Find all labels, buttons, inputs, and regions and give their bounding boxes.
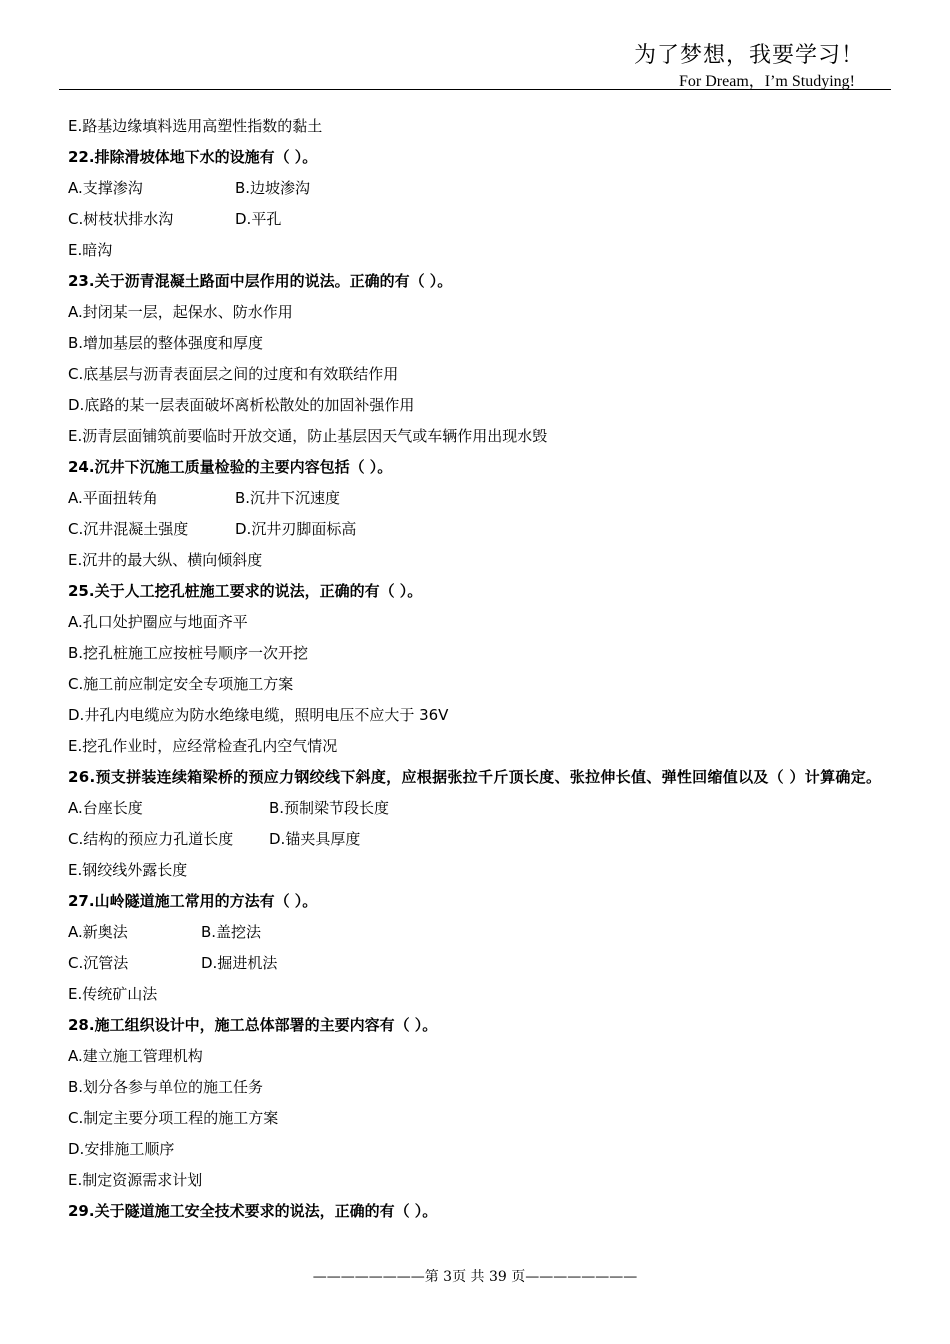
question-27: 27.山岭隧道施工常用的方法有（ ）。	[68, 892, 318, 910]
option-e: E.挖孔作业时，应经常检查孔内空气情况	[68, 737, 338, 755]
option-d: D.底路的某一层表面破坏离析松散处的加固补强作用	[68, 396, 415, 414]
option-b: B.挖孔桩施工应按桩号顺序一次开挖	[68, 644, 309, 662]
option-a: A.支撑渗沟	[68, 179, 143, 197]
option-row	[68, 514, 904, 545]
option-d: D.平孔	[235, 210, 282, 228]
option-b: B.预制梁节段长度	[269, 799, 390, 817]
question-26: 26.预支拼装连续箱梁桥的预应力钢绞线下斜度，应根据张拉千斤顶长度、张拉伸长值、弹性回缩值以及（ ）计算确定。	[68, 768, 882, 786]
option-line: E.路基边缘填料选用高塑性指数的黏土	[68, 117, 323, 135]
option-a: A.台座长度	[68, 799, 143, 817]
question-29: 29.关于隧道施工安全技术要求的说法，正确的有（ ）。	[68, 1202, 438, 1220]
option-row	[68, 948, 904, 979]
option-c: C.树枝状排水沟	[68, 210, 174, 228]
question-24: 24.沉井下沉施工质量检验的主要内容包括（ ）。	[68, 458, 393, 476]
page-footer: ————————第 3页 共 39 页————————	[312, 1269, 638, 1285]
option-b: B.沉井下沉速度	[235, 489, 341, 507]
option-row	[68, 824, 904, 855]
option-a: A.平面扭转角	[68, 489, 158, 507]
document-body	[68, 111, 904, 1227]
option-a: A.建立施工管理机构	[68, 1047, 203, 1065]
option-d: D.掘进机法	[201, 954, 278, 972]
option-e: E.沉井的最大纵、横向倾斜度	[68, 551, 263, 569]
option-row	[68, 204, 904, 235]
option-e: E.沥青层面铺筑前要临时开放交通，防止基层因天气或车辆作用出现水毁	[68, 427, 548, 445]
question-22: 22.排除滑坡体地下水的设施有（ ）。	[68, 148, 318, 166]
option-c: C.沉井混凝土强度	[68, 520, 189, 538]
option-b: B.边坡渗沟	[235, 179, 311, 197]
option-c: C.施工前应制定安全专项施工方案	[68, 675, 294, 693]
option-d: D.井孔内电缆应为防水绝缘电缆，照明电压不应大于 36V	[68, 706, 449, 724]
option-a: A.新奥法	[68, 923, 128, 941]
option-c: C.沉管法	[68, 954, 129, 972]
option-e: E.暗沟	[68, 241, 113, 259]
option-c: C.结构的预应力孔道长度	[68, 830, 234, 848]
question-28: 28.施工组织设计中，施工总体部署的主要内容有（ ）。	[68, 1016, 438, 1034]
header-divider	[59, 89, 891, 90]
option-e: E.钢绞线外露长度	[68, 861, 188, 879]
option-b: B.划分各参与单位的施工任务	[68, 1078, 264, 1096]
option-b: B.增加基层的整体强度和厚度	[68, 334, 264, 352]
option-a: A.孔口处护圈应与地面齐平	[68, 613, 248, 631]
option-row	[68, 483, 904, 514]
option-c: C.底基层与沥青表面层之间的过度和有效联结作用	[68, 365, 399, 383]
option-d: D.沉井刃脚面标高	[235, 520, 357, 538]
option-d: D.安排施工顺序	[68, 1140, 175, 1158]
option-b: B.盖挖法	[201, 923, 262, 941]
option-c: C.制定主要分项工程的施工方案	[68, 1109, 279, 1127]
option-row	[68, 793, 904, 824]
option-e: E.制定资源需求计划	[68, 1171, 203, 1189]
option-row	[68, 917, 904, 948]
header-title-en: For Dream，I’m Studying!	[679, 73, 855, 90]
option-d: D.锚夹具厚度	[269, 830, 361, 848]
question-23: 23.关于沥青混凝土路面中层作用的说法。正确的有（ ）。	[68, 272, 453, 290]
question-25: 25.关于人工挖孔桩施工要求的说法，正确的有（ ）。	[68, 582, 423, 600]
header-title-cn: 为了梦想，我要学习！	[633, 43, 864, 68]
option-e: E.传统矿山法	[68, 985, 158, 1003]
option-row	[68, 173, 904, 204]
option-a: A.封闭某一层，起保水、防水作用	[68, 303, 293, 321]
